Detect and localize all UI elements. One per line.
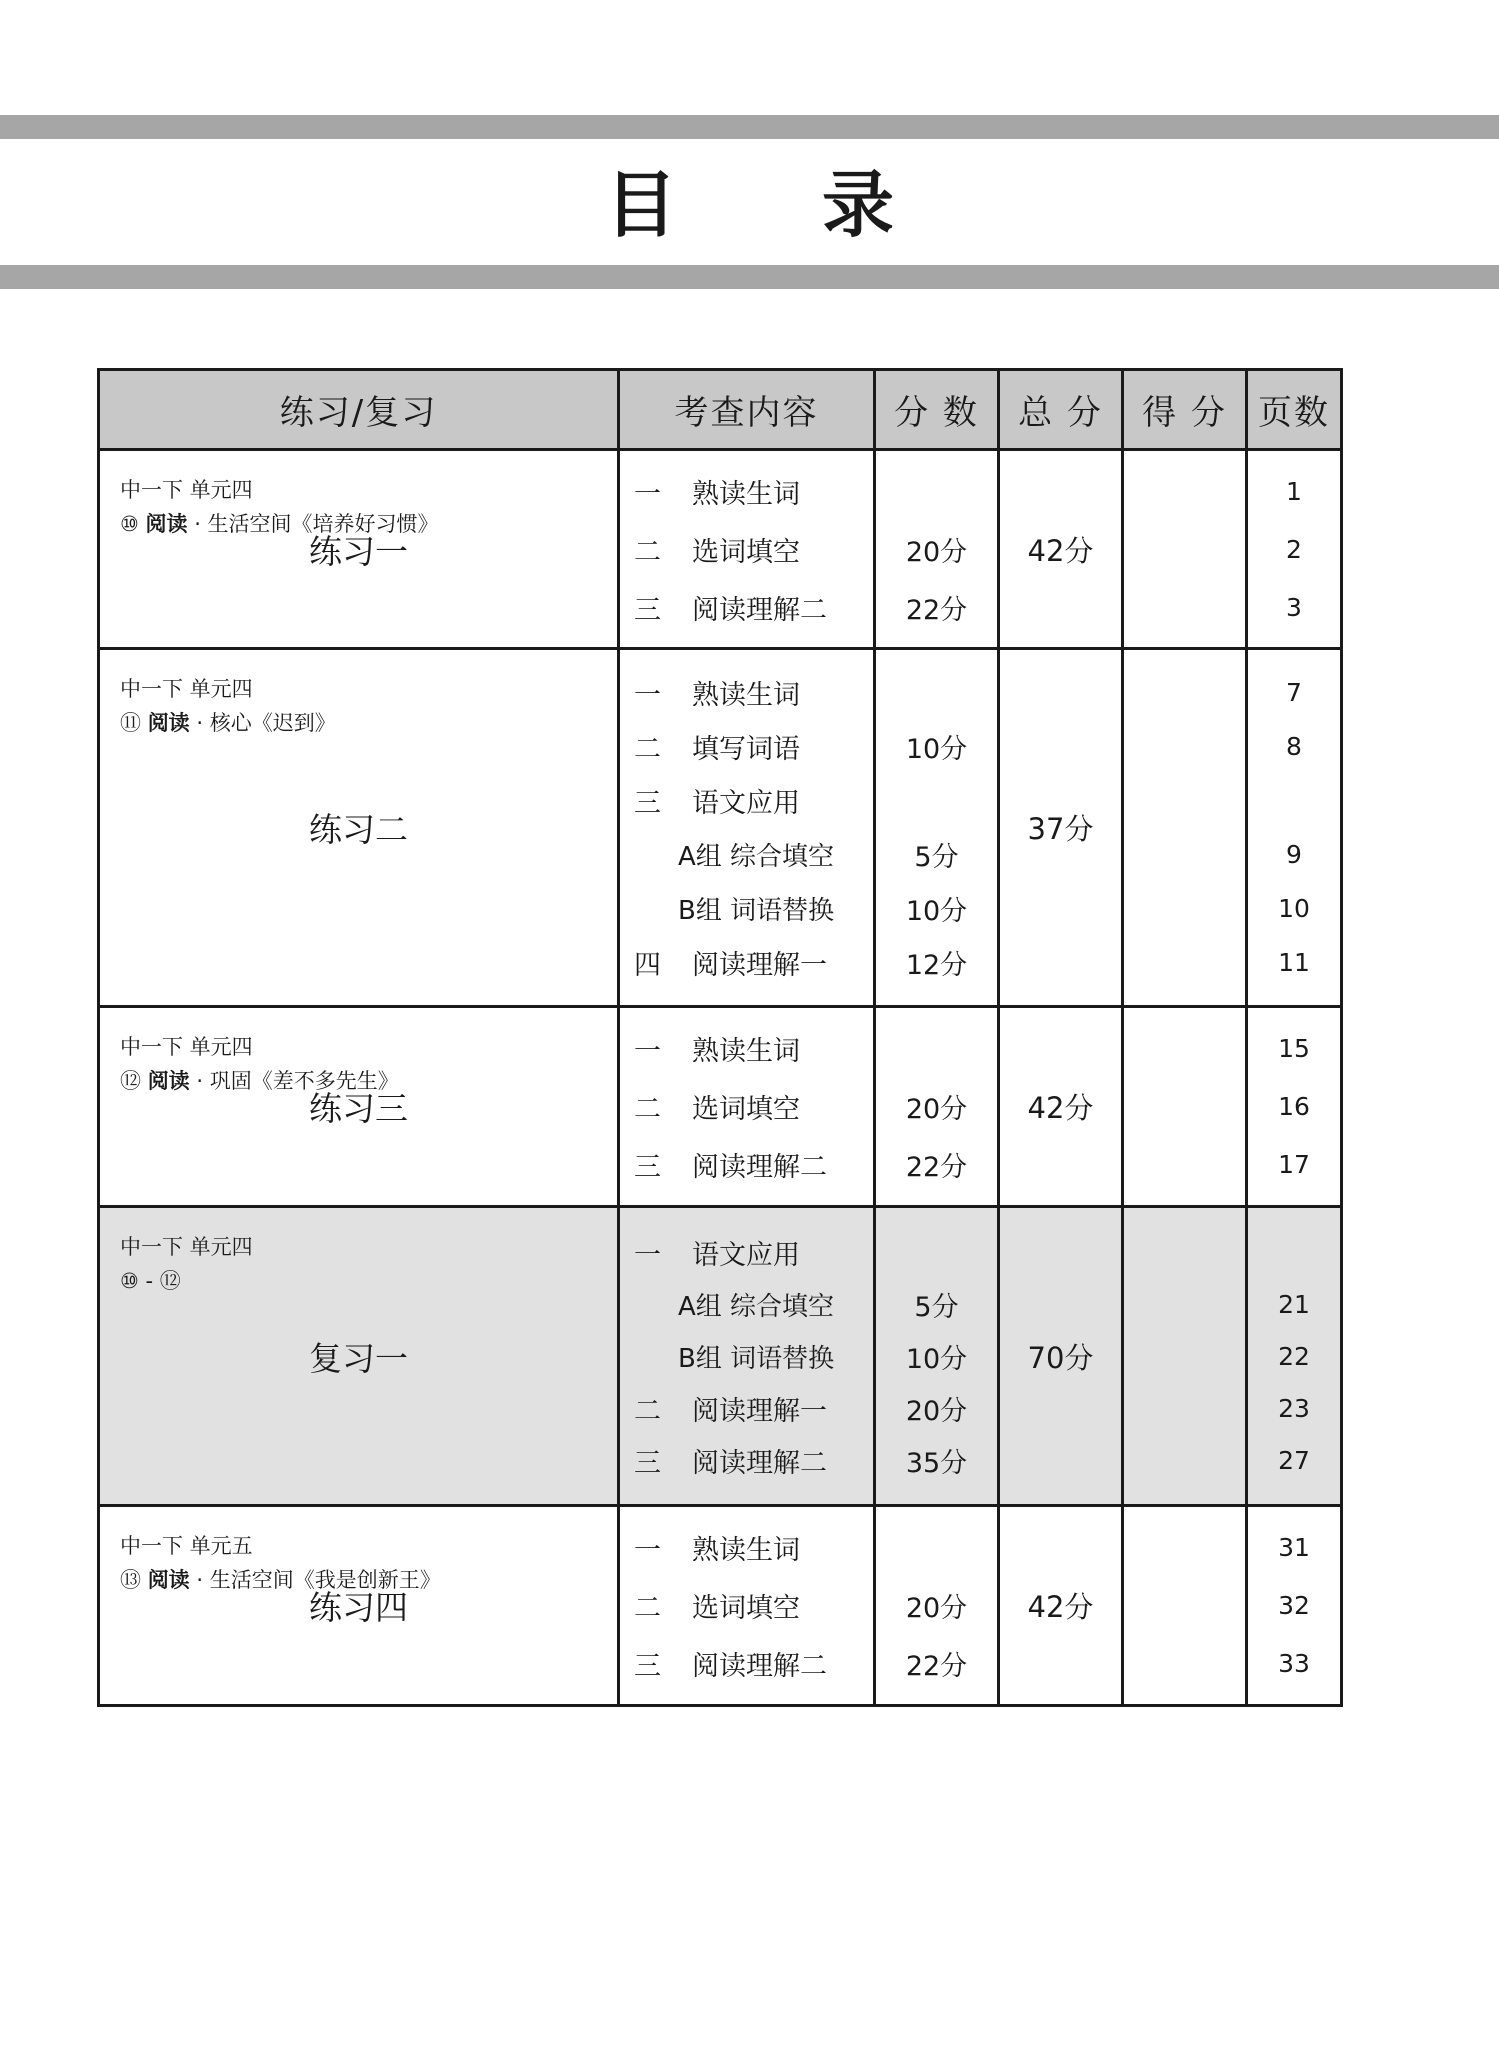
item-score: 10分: [905, 734, 968, 766]
page-number: 7: [1286, 678, 1302, 708]
earned-score-cell: [1123, 649, 1247, 1007]
earned-score-cell: [1123, 1007, 1247, 1206]
page-cell: [1247, 649, 1342, 1007]
item-marker: 二: [634, 1094, 661, 1126]
item-text: 阅读理解一: [692, 1395, 827, 1427]
page-number: 23: [1278, 1393, 1310, 1423]
content-item: [620, 828, 873, 882]
lesson-label: [120, 507, 439, 541]
item-text: 阅读理解二: [692, 594, 827, 626]
content-item: [620, 578, 873, 636]
unit-label: 中一下 单元四: [120, 1234, 253, 1259]
table-row: [99, 1007, 1342, 1206]
page-number: 21: [1278, 1289, 1310, 1319]
page-number: 10: [1278, 894, 1310, 924]
lesson-label: [120, 706, 336, 740]
content-item: [620, 1635, 873, 1693]
content-cell: [619, 1506, 875, 1706]
lesson-label: [120, 1264, 253, 1298]
lesson-label: [120, 1064, 399, 1098]
page-number: 9: [1286, 840, 1302, 870]
item-text: 熟读生词: [692, 1535, 800, 1567]
content-item: [620, 1519, 873, 1577]
lesson-cell: [99, 649, 619, 1007]
total-score: 70分: [999, 1206, 1123, 1506]
page-cell: [1247, 1206, 1342, 1506]
item-text: 填写词语: [692, 734, 800, 766]
item-marker: 一: [634, 1036, 661, 1068]
item-score: [876, 774, 997, 828]
item-text: A组 综合填空: [678, 842, 835, 873]
content-item: [620, 1278, 873, 1330]
page-cell: [1247, 1007, 1342, 1206]
item-score: 10分: [905, 1343, 968, 1375]
item-marker: 三: [634, 788, 661, 820]
content-item: [620, 774, 873, 828]
unit-label: 中一下 单元四: [120, 478, 253, 502]
item-score: [876, 1020, 997, 1078]
lesson-label: [120, 1563, 441, 1597]
content-item: [620, 936, 873, 990]
lesson-kind: 阅读: [147, 1568, 190, 1593]
earned-score-cell: [1123, 450, 1247, 649]
item-text: 阅读理解二: [692, 1651, 827, 1683]
table-row: [99, 1506, 1342, 1706]
item-score: 10分: [905, 896, 968, 928]
content-cell: [619, 649, 875, 1007]
item-text: 选词填空: [692, 1094, 800, 1126]
content-item: [620, 720, 873, 774]
table-row-review: [99, 1206, 1342, 1506]
content-cell: [619, 1206, 875, 1506]
item-score: [876, 1519, 997, 1577]
item-score: [876, 1226, 997, 1278]
content-item: [620, 1020, 873, 1078]
exercise-name: 复习一: [309, 1338, 408, 1378]
unit-label: 中一下 单元四: [120, 1035, 253, 1060]
score-cell: [875, 1206, 999, 1506]
total-score: 42分: [999, 450, 1123, 649]
lesson-kind: 阅读: [147, 1069, 190, 1094]
lesson-meta: [120, 672, 336, 740]
item-score: 20分: [905, 536, 968, 568]
item-score: 20分: [905, 1395, 968, 1427]
content-item: [620, 666, 873, 720]
header-content: 考查内容: [619, 370, 875, 450]
content-cell: [619, 1007, 875, 1206]
lesson-number: ⑩: [120, 512, 139, 536]
item-text: 熟读生词: [692, 680, 800, 712]
page-number: 11: [1278, 948, 1310, 978]
item-marker: 一: [634, 1239, 661, 1271]
unit-label: 中一下 单元四: [120, 677, 253, 702]
score-cell: [875, 1007, 999, 1206]
content-item: [620, 520, 873, 578]
item-text: 阅读理解二: [692, 1447, 827, 1479]
lesson-cell: [99, 1206, 619, 1506]
item-marker: 二: [634, 734, 661, 766]
header-score: 分 数: [875, 370, 999, 450]
header-row: [99, 370, 1342, 450]
item-score: 12分: [905, 950, 968, 982]
page-number: 27: [1278, 1445, 1310, 1475]
item-text: A组 综合填空: [678, 1291, 835, 1322]
exercise-name: 练习一: [309, 531, 408, 571]
item-marker: 三: [634, 594, 661, 626]
lesson-cell: [99, 1007, 619, 1206]
lesson-number: ⑩ - ⑫: [120, 1268, 181, 1293]
item-marker: 一: [634, 680, 661, 712]
lesson-kind: 阅读: [145, 512, 188, 536]
total-score: 37分: [999, 649, 1123, 1007]
item-text: 阅读理解二: [692, 1152, 827, 1184]
score-cell: [875, 1506, 999, 1706]
unit-label: 中一下 单元五: [120, 1534, 253, 1559]
lesson-meta: [120, 1030, 399, 1098]
item-marker: 三: [634, 1447, 661, 1479]
page-number: 15: [1278, 1034, 1310, 1064]
header-exercise: 练习/复习: [99, 370, 619, 450]
total-score: 42分: [999, 1506, 1123, 1706]
item-score: [876, 666, 997, 720]
item-text: B组 词语替换: [678, 1343, 835, 1374]
page-number: 31: [1278, 1533, 1310, 1563]
item-score: [876, 462, 997, 520]
header-earned: 得 分: [1123, 370, 1247, 450]
item-marker: 一: [634, 478, 661, 510]
lesson-cell: [99, 1506, 619, 1706]
exercise-name: 练习四: [309, 1588, 408, 1628]
item-text: B组 词语替换: [678, 896, 835, 927]
lesson-number: ⑫: [120, 1069, 141, 1094]
score-cell: [875, 649, 999, 1007]
content-item: [620, 462, 873, 520]
item-score: 22分: [905, 1651, 968, 1683]
page-number: 16: [1278, 1092, 1310, 1122]
content-item: [620, 1577, 873, 1635]
item-marker: 二: [634, 536, 661, 568]
item-score: 5分: [914, 842, 959, 874]
content-item: [620, 882, 873, 936]
item-text: 阅读理解一: [692, 950, 827, 982]
item-score: 35分: [905, 1447, 968, 1479]
page-number: 17: [1278, 1150, 1310, 1180]
item-text: 选词填空: [692, 536, 800, 568]
lesson-meta: [120, 1529, 441, 1597]
page-number: 3: [1286, 592, 1302, 622]
exercise-name: 练习三: [309, 1089, 408, 1129]
item-score: 22分: [905, 594, 968, 626]
lesson-meta: [120, 473, 439, 541]
item-score: 20分: [905, 1094, 968, 1126]
total-score: 42分: [999, 1007, 1123, 1206]
item-marker: 三: [634, 1152, 661, 1184]
page-number: 1: [1286, 476, 1302, 506]
content-item: [620, 1078, 873, 1136]
content-item: [620, 1434, 873, 1486]
content-item: [620, 1226, 873, 1278]
page-cell: [1247, 450, 1342, 649]
table-row: [99, 649, 1342, 1007]
header-total: 总 分: [999, 370, 1123, 450]
bottom-band: [0, 265, 1499, 289]
page-number: [1248, 774, 1340, 828]
page-number: 32: [1278, 1591, 1310, 1621]
page-number: 2: [1286, 534, 1302, 564]
item-marker: 二: [634, 1593, 661, 1625]
item-text: 熟读生词: [692, 1036, 800, 1068]
item-score: 20分: [905, 1593, 968, 1625]
item-text: 语文应用: [692, 788, 800, 820]
lesson-number: ⑬: [120, 1568, 141, 1593]
exercise-name: 练习二: [309, 810, 408, 850]
item-marker: 一: [634, 1535, 661, 1567]
lesson-number: ⑪: [120, 711, 141, 736]
item-score: 22分: [905, 1152, 968, 1184]
content-item: [620, 1330, 873, 1382]
lesson-desc: · 巩固《差不多先生》: [196, 1069, 399, 1094]
page-number: 22: [1278, 1341, 1310, 1371]
item-marker: 三: [634, 1651, 661, 1683]
page-number: [1248, 1226, 1340, 1278]
lesson-desc: · 核心《迟到》: [196, 711, 336, 736]
toc-table: [97, 368, 1340, 1707]
item-marker: 四: [634, 950, 661, 982]
content-item: [620, 1136, 873, 1194]
earned-score-cell: [1123, 1506, 1247, 1706]
content-cell: [619, 450, 875, 649]
lesson-meta: [120, 1230, 253, 1298]
lesson-desc: · 生活空间《我是创新王》: [196, 1568, 441, 1593]
page-cell: [1247, 1506, 1342, 1706]
item-text: 选词填空: [692, 1593, 800, 1625]
score-cell: [875, 450, 999, 649]
lesson-desc: · 生活空间《培养好习惯》: [194, 512, 439, 536]
item-text: 语文应用: [692, 1239, 800, 1271]
item-text: 熟读生词: [692, 478, 800, 510]
item-marker: 二: [634, 1395, 661, 1427]
earned-score-cell: [1123, 1206, 1247, 1506]
top-band: [0, 115, 1499, 139]
header-page: 页数: [1247, 370, 1342, 450]
content-item: [620, 1382, 873, 1434]
lesson-kind: 阅读: [147, 711, 190, 736]
page-title: 目 录: [604, 163, 955, 247]
lesson-cell: [99, 450, 619, 649]
item-score: 5分: [914, 1291, 959, 1323]
page-number: 33: [1278, 1649, 1310, 1679]
page-number: 8: [1286, 732, 1302, 762]
table-row: [99, 450, 1342, 649]
